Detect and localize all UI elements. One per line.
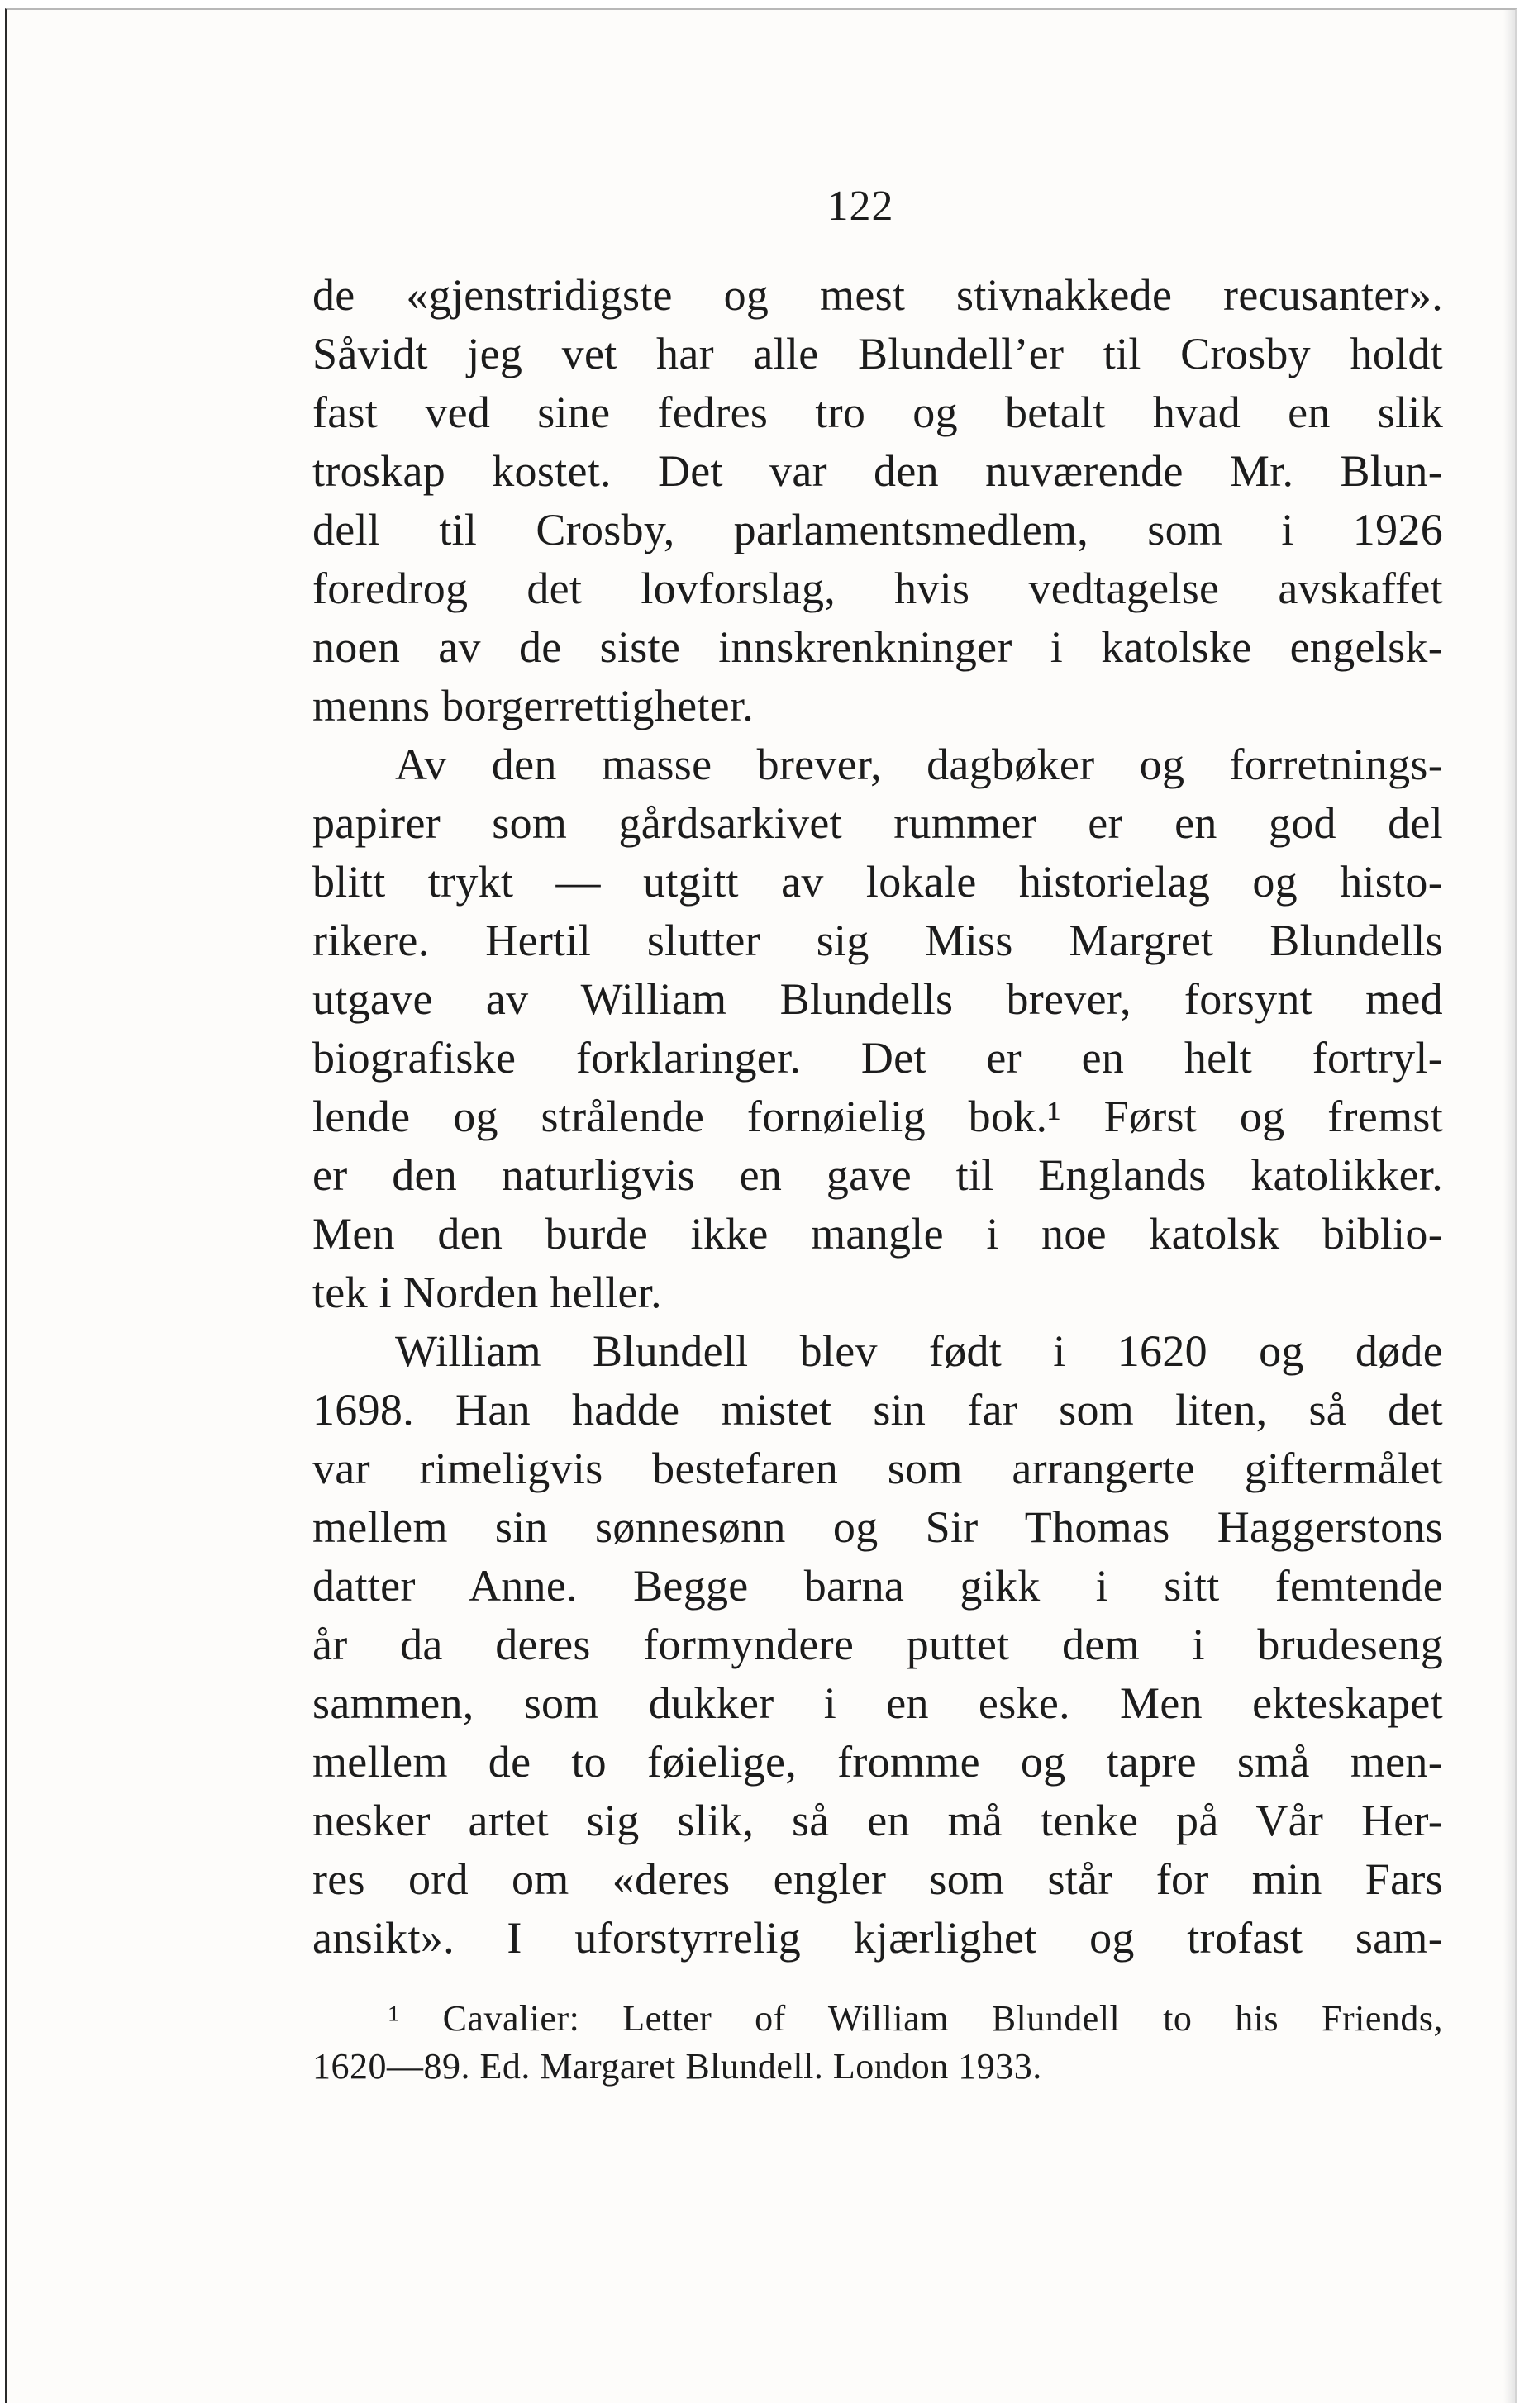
text-line: Av den masse brever, dagbøker og forretnings-: [395, 740, 1443, 789]
text-line: blitt trykt — utgitt av lokale historielag og histo-: [312, 857, 1443, 907]
text-line: er den naturligvis en gave til Englands katolikker.: [312, 1150, 1443, 1200]
footnote: [312, 1995, 1443, 2091]
text-line: lende og strålende fornøielig bok.¹ Først og fremst: [312, 1092, 1443, 1141]
text-line: de «gjenstridigste og mest stivnakkede recusanter».: [312, 270, 1443, 320]
text-line: menns borgerrettigheter.: [312, 681, 755, 730]
text-line: 1698. Han hadde mistet sin far som liten, så det: [312, 1385, 1443, 1435]
text-line: rikere. Hertil slutter sig Miss Margret Blundells: [312, 916, 1443, 965]
text-line: Men den burde ikke mangle i noe katolsk biblio-: [312, 1209, 1443, 1259]
text-line: var rimeligvis bestefaren som arrangerte giftermålet: [312, 1444, 1443, 1493]
footnote-line: 1620—89. Ed. Margaret Blundell. London 1933.: [312, 2046, 1042, 2087]
text-line: foredrog det lovforslag, hvis vedtagelse avskaffet: [312, 564, 1443, 613]
text-line: nesker artet sig slik, så en må tenke på Vår Her-: [312, 1796, 1443, 1845]
text-line: mellem sin sønnesønn og Sir Thomas Haggerstons: [312, 1502, 1443, 1552]
footnote-line: ¹ Cavalier: Letter of William Blundell to his Friends,: [388, 1998, 1443, 2039]
text-line: tek i Norden heller.: [312, 1268, 662, 1317]
text-line: datter Anne. Begge barna gikk i sitt femtende: [312, 1561, 1443, 1611]
text-line: utgave av William Blundells brever, forsynt med: [312, 974, 1443, 1024]
text-line: res ord om «deres engler som står for min Fars: [312, 1854, 1443, 1904]
text-line: troskap kostet. Det var den nuværende Mr. Blun-: [312, 446, 1443, 496]
text-line: dell til Crosby, parlamentsmedlem, som i 1926: [312, 505, 1443, 554]
text-line: år da deres formyndere puttet dem i brudeseng: [312, 1620, 1443, 1669]
text-line: biografiske forklaringer. Det er en helt fortryl-: [312, 1033, 1443, 1083]
text-line: mellem de to føielige, fromme og tapre små men-: [312, 1737, 1443, 1787]
text-line: Såvidt jeg vet har alle Blundell’er til Crosby holdt: [312, 329, 1443, 378]
body-text: [312, 266, 1443, 1968]
text-line: William Blundell blev født i 1620 og døde: [395, 1326, 1443, 1376]
text-line: papirer som gårdsarkivet rummer er en god del: [312, 798, 1443, 848]
page-number: 122: [826, 183, 894, 230]
text-line: sammen, som dukker i en eske. Men ekteskapet: [312, 1678, 1443, 1728]
text-line: ansikt». I uforstyrrelig kjærlighet og trofast sam-: [312, 1913, 1443, 1963]
text-line: fast ved sine fedres tro og betalt hvad en slik: [312, 388, 1443, 437]
text-line: noen av de siste innskrenkninger i katolske engelsk-: [312, 622, 1443, 672]
page-edge-shadow: [1503, 10, 1515, 2403]
